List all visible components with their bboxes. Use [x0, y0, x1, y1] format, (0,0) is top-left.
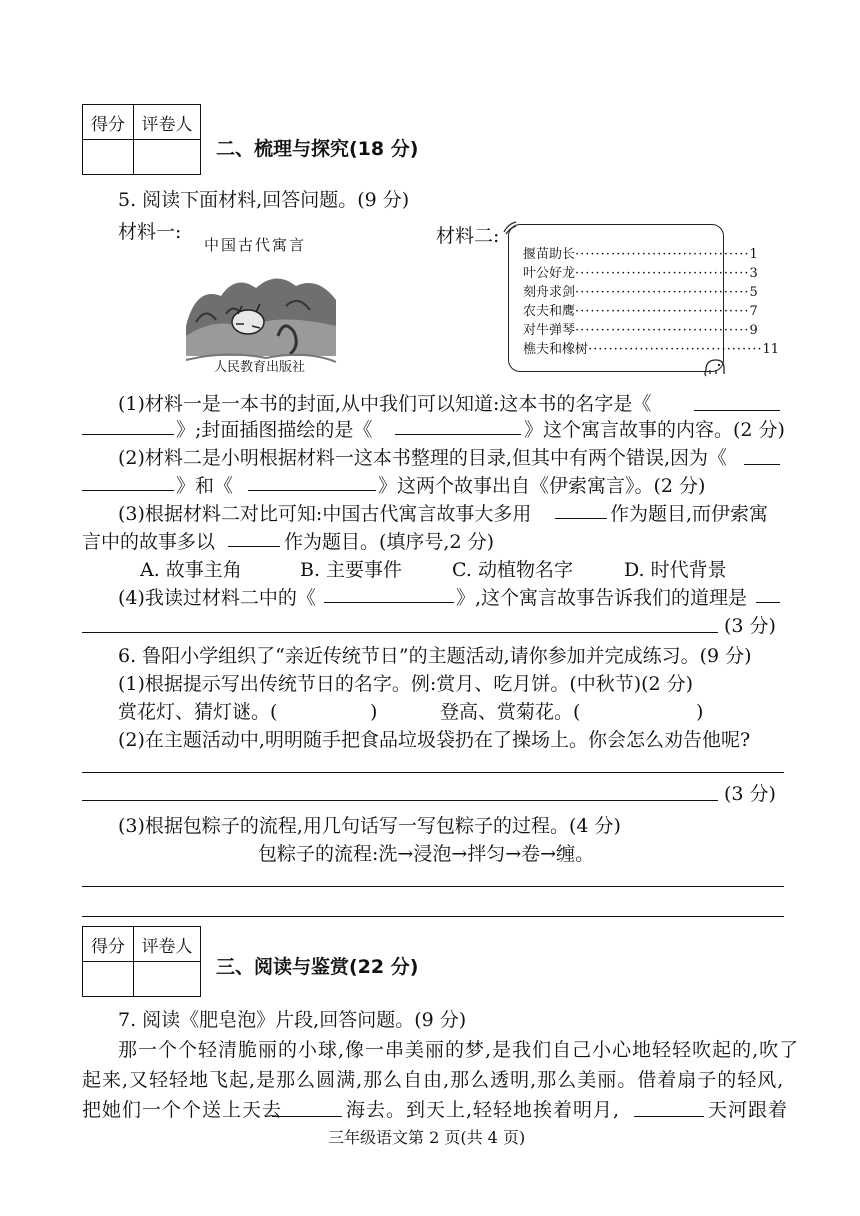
answer-line[interactable]	[82, 916, 784, 917]
answer-blank[interactable]	[756, 602, 780, 603]
q5-part1-a: (1)材料一是一本书的封面,从中我们可以知道:这本书的名字是《	[118, 393, 652, 415]
book-cover	[186, 228, 338, 384]
q5-part4-b: 》,这个寓言故事告诉我们的道理是	[456, 587, 748, 609]
story-line-3c: 天河跟着	[708, 1099, 789, 1121]
q5-part3-d: 作为题目。(填序号,2 分)	[284, 531, 494, 553]
q6-part1-b: )	[370, 701, 378, 723]
toc-item: 农夫和鹰 ·································· 7	[523, 304, 758, 319]
q6-part3-flow: 包粽子的流程:洗→浸泡→拌匀→卷→缠。	[258, 843, 595, 865]
q5-part2-c: 》这两个故事出自《伊索寓言》。(2 分)	[378, 475, 706, 497]
score-table-section3	[82, 926, 201, 997]
q6-part1-c: 登高、赏菊花。(	[440, 701, 581, 723]
answer-blank[interactable]	[248, 490, 376, 491]
grader-label: 评卷人	[134, 927, 201, 962]
q6-part2-score: (3 分)	[724, 783, 776, 805]
q5-heading: 5. 阅读下面材料,回答问题。(9 分)	[118, 189, 410, 211]
score-label: 得分	[83, 105, 134, 140]
q6-part2: (2)在主题活动中,明明随手把食品垃圾袋扔在了操场上。你会怎么劝告他呢?	[118, 729, 751, 751]
toc-item: 叶公好龙 ·································· 3	[523, 266, 758, 281]
q5-part2-a: (2)材料二是小明根据材料一这本书整理的目录,但其中有两个错误,因为《	[118, 447, 727, 469]
story-line-3b: 海去。到天上,轻轻地挨着明月,	[346, 1099, 621, 1121]
answer-blank[interactable]	[555, 518, 607, 519]
toc-box	[508, 224, 780, 372]
q5-part4-a: (4)我读过材料二中的《	[118, 587, 316, 609]
answer-blank[interactable]	[324, 602, 454, 603]
option-b: B. 主要事件	[300, 559, 403, 581]
answer-blank[interactable]	[395, 434, 521, 435]
answer-blank[interactable]	[82, 490, 174, 491]
q5-part2-b: 》和《	[176, 475, 234, 497]
toc-item: 樵夫和橡树 ·································· 11	[523, 342, 780, 357]
q6-part1-a: 赏花灯、猜灯谜。(	[118, 701, 278, 723]
q6-part1-d: )	[696, 701, 704, 723]
page-footer: 三年级语文第 2 页(共 4 页)	[328, 1128, 526, 1147]
q5-part1-b: 》;封面插图描绘的是《	[176, 419, 373, 441]
option-c: C. 动植物名字	[452, 559, 573, 581]
answer-blank[interactable]	[272, 1116, 342, 1117]
toc-item: 对牛弹琴 ·································· 9	[523, 323, 758, 338]
wifi-doodle-icon	[502, 220, 518, 236]
publisher-text: 人民教育出版社	[214, 360, 306, 375]
score-cell[interactable]	[83, 140, 134, 175]
answer-line[interactable]	[82, 800, 718, 801]
answer-blank[interactable]	[694, 410, 780, 411]
q5-part4-score: (3 分)	[724, 615, 776, 637]
q6-heading: 6. 鲁阳小学组织了“亲近传统节日”的主题活动,请你参加并完成练习。(9 分)	[118, 645, 752, 667]
answer-blank[interactable]	[744, 464, 780, 465]
q6-part1: (1)根据提示写出传统节日的名字。例:赏月、吃月饼。(中秋节)(2 分)	[118, 673, 694, 695]
story-line-3a: 把她们一个个送上天去	[82, 1099, 283, 1121]
toc-item: 刻舟求剑 ·································· 5	[523, 285, 758, 300]
book-title: 中国古代寓言	[204, 236, 307, 254]
grader-cell[interactable]	[134, 962, 201, 997]
elephant-doodle-icon	[702, 356, 728, 378]
score-table-section2	[82, 104, 201, 175]
q5-part3-b: 作为题目,而伊索寓	[610, 503, 769, 525]
story-line-1: 那一个个轻清脆丽的小球,像一串美丽的梦,是我们自己小心地轻轻吹起的,吹了	[118, 1039, 800, 1061]
q5-part3-a: (3)根据材料二对比可知:中国古代寓言故事大多用	[118, 503, 532, 525]
section3-title: 三、阅读与鉴赏(22 分)	[216, 956, 419, 978]
score-cell[interactable]	[83, 962, 134, 997]
toc-item: 揠苗助长 ·································· 1	[523, 247, 758, 262]
section2-title: 二、梳理与探究(18 分)	[216, 138, 419, 160]
q5-part3-c: 言中的故事多以	[82, 531, 216, 553]
story-line-2: 起来,又轻轻地飞起,是那么圆满,那么自由,那么透明,那么美丽。借着扇子的轻风,	[82, 1069, 785, 1091]
answer-line[interactable]	[82, 632, 718, 633]
material2-label: 材料二:	[436, 225, 500, 247]
answer-line[interactable]	[82, 772, 784, 773]
grader-cell[interactable]	[134, 140, 201, 175]
answer-blank[interactable]	[634, 1116, 704, 1117]
score-label: 得分	[83, 927, 134, 962]
answer-blank[interactable]	[82, 434, 174, 435]
material1-label: 材料一:	[118, 221, 182, 243]
q5-part1-c: 》这个寓言故事的内容。(2 分)	[524, 419, 785, 441]
q6-part3: (3)根据包粽子的流程,用几句话写一写包粽子的过程。(4 分)	[118, 815, 621, 837]
option-a: A. 故事主角	[140, 559, 242, 581]
answer-blank[interactable]	[228, 546, 280, 547]
option-d: D. 时代背景	[624, 559, 727, 581]
answer-line[interactable]	[82, 886, 784, 887]
q7-heading: 7. 阅读《肥皂泡》片段,回答问题。(9 分)	[118, 1009, 467, 1031]
grader-label: 评卷人	[134, 105, 201, 140]
